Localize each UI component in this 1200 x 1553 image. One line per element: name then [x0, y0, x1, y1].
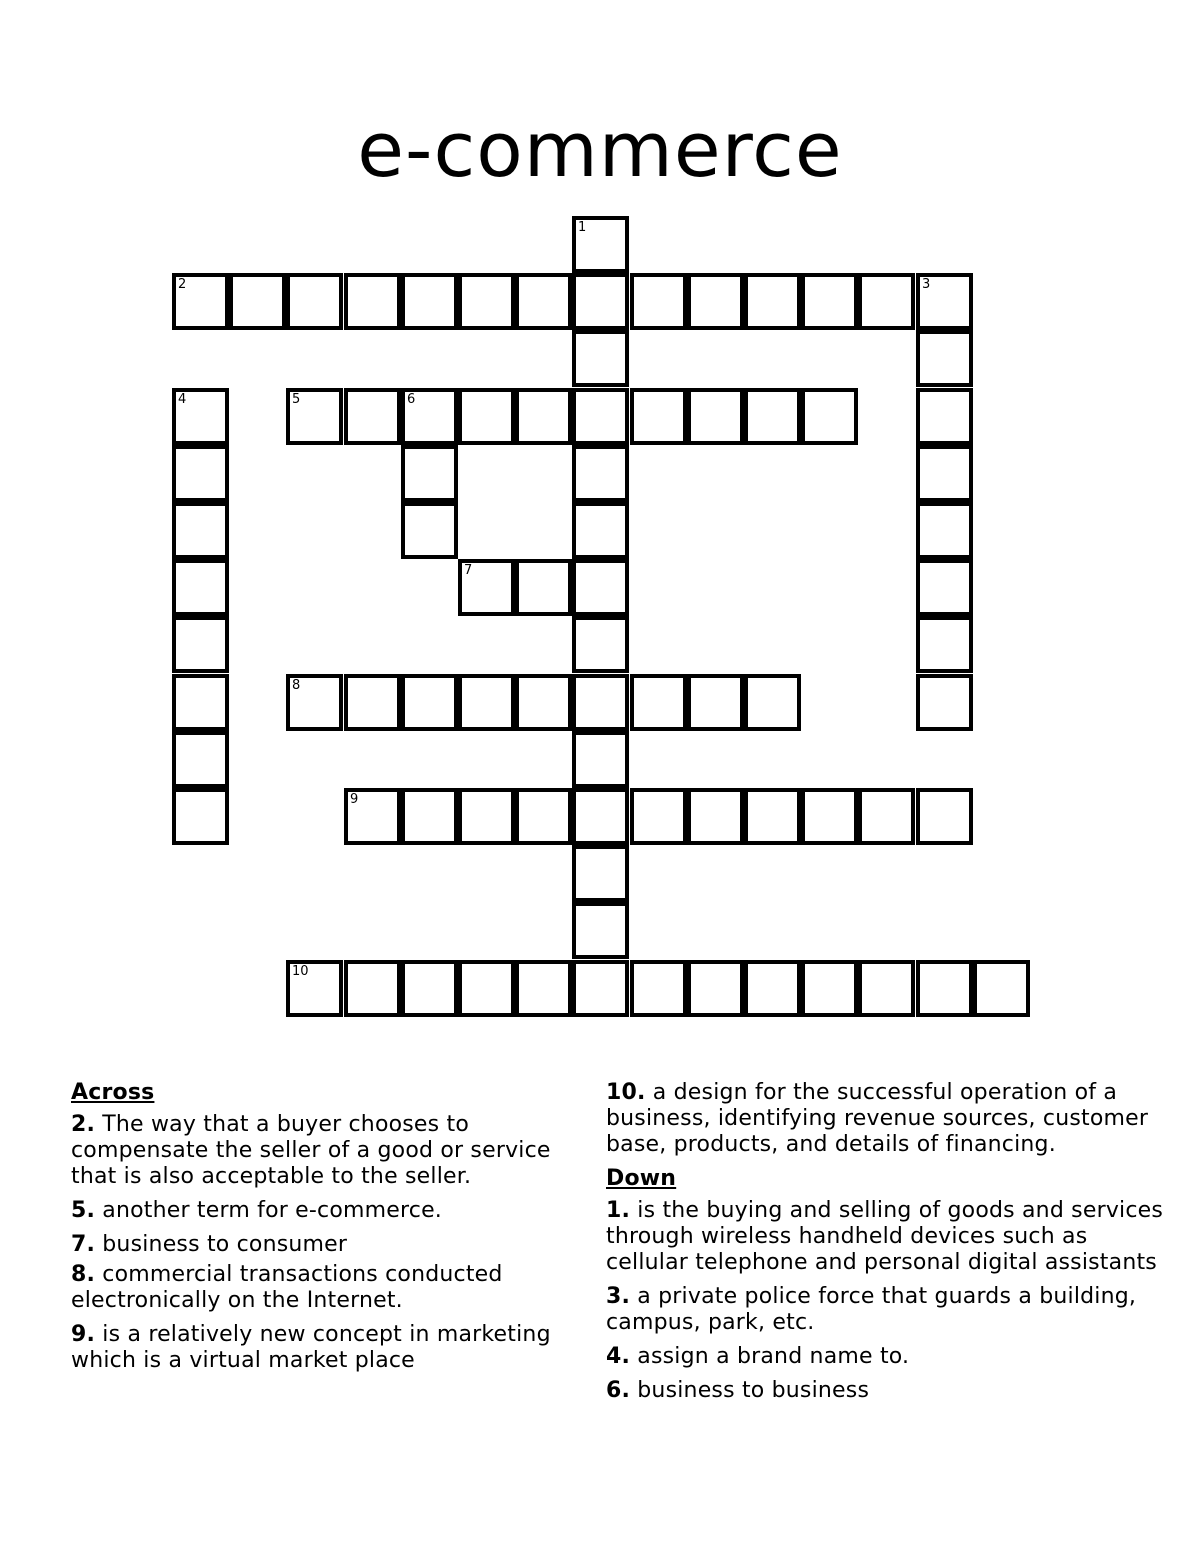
grid-cell[interactable]: [401, 445, 458, 502]
grid-cell[interactable]: [572, 902, 629, 959]
clue-text: business to consumer: [95, 1232, 348, 1257]
grid-cell[interactable]: [916, 388, 973, 445]
grid-cell[interactable]: [286, 674, 343, 731]
cell-number: 10: [292, 964, 309, 979]
across-heading: Across: [71, 1080, 155, 1105]
grid-cell[interactable]: [916, 788, 973, 845]
grid-cell[interactable]: [572, 445, 629, 502]
grid-cell[interactable]: [172, 674, 229, 731]
grid-cell[interactable]: [572, 731, 629, 788]
cell-number: 3: [922, 277, 931, 292]
clue-number: 8.: [71, 1262, 96, 1287]
clue-text: a private police force that guards a building, campus, park, etc.: [606, 1284, 1137, 1335]
clue-number: 1.: [606, 1198, 631, 1223]
cell-number: 8: [292, 678, 301, 693]
grid-cell[interactable]: [344, 674, 401, 731]
down-section: [606, 1166, 1166, 1404]
grid-cell[interactable]: [858, 960, 915, 1017]
grid-cell[interactable]: [744, 273, 801, 330]
grid-cell[interactable]: [401, 674, 458, 731]
grid-cell[interactable]: [572, 559, 629, 616]
grid-cell[interactable]: [344, 273, 401, 330]
grid-cell[interactable]: [172, 616, 229, 673]
grid-cell[interactable]: [572, 216, 629, 273]
grid-cell[interactable]: [687, 273, 744, 330]
clue-across-2: [71, 1112, 591, 1190]
grid-cell[interactable]: [630, 273, 687, 330]
grid-cell[interactable]: [401, 273, 458, 330]
cell-number: 2: [178, 277, 187, 292]
clue-down-4: [606, 1344, 1166, 1370]
clue-down-6: [606, 1378, 1166, 1404]
grid-cell[interactable]: [172, 788, 229, 845]
grid-cell[interactable]: [687, 788, 744, 845]
grid-cell[interactable]: [515, 960, 572, 1017]
clue-across-7: [71, 1232, 591, 1258]
grid-cell[interactable]: [401, 502, 458, 559]
cell-number: 1: [578, 220, 587, 235]
page-title: e-commerce: [357, 105, 843, 194]
clue-text: another term for e-commerce.: [95, 1198, 442, 1223]
grid-cell[interactable]: [286, 388, 343, 445]
grid-cell[interactable]: [458, 674, 515, 731]
grid-cell[interactable]: [515, 559, 572, 616]
clue-down-1: [606, 1198, 1166, 1276]
grid-cell[interactable]: [172, 445, 229, 502]
grid-cell[interactable]: [344, 388, 401, 445]
grid-cell[interactable]: [630, 960, 687, 1017]
cell-number: 9: [350, 792, 359, 807]
grid-cell[interactable]: [687, 960, 744, 1017]
grid-cell[interactable]: [401, 388, 458, 445]
grid-cell[interactable]: [973, 960, 1030, 1017]
clue-number: 4.: [606, 1344, 631, 1369]
grid-cell[interactable]: [572, 845, 629, 902]
clue-across-5: [71, 1198, 591, 1224]
grid-cell[interactable]: [572, 502, 629, 559]
grid-cell[interactable]: [172, 388, 229, 445]
clue-text: assign a brand name to.: [630, 1344, 910, 1369]
clue-across-10: [606, 1080, 1166, 1158]
grid-cell[interactable]: [687, 674, 744, 731]
grid-cell[interactable]: [858, 273, 915, 330]
clue-number: 10.: [606, 1080, 646, 1105]
clue-number: 9.: [71, 1322, 96, 1347]
grid-cell[interactable]: [801, 960, 858, 1017]
grid-cell[interactable]: [916, 960, 973, 1017]
grid-cell[interactable]: [286, 960, 343, 1017]
grid-cell[interactable]: [458, 559, 515, 616]
grid-cell[interactable]: [801, 788, 858, 845]
grid-cell[interactable]: [572, 960, 629, 1017]
grid-cell[interactable]: [916, 502, 973, 559]
grid-cell[interactable]: [286, 273, 343, 330]
grid-cell[interactable]: [458, 273, 515, 330]
clue-number: 6.: [606, 1378, 631, 1403]
grid-cell[interactable]: [916, 674, 973, 731]
grid-cell[interactable]: [515, 674, 572, 731]
grid-cell[interactable]: [572, 388, 629, 445]
grid-cell[interactable]: [744, 960, 801, 1017]
grid-cell[interactable]: [572, 330, 629, 387]
grid-cell[interactable]: [858, 788, 915, 845]
grid-cell[interactable]: [172, 502, 229, 559]
grid-cell[interactable]: [515, 788, 572, 845]
clue-number: 7.: [71, 1232, 96, 1257]
clue-across-8: [71, 1262, 591, 1314]
clue-down-3: [606, 1284, 1166, 1336]
grid-cell[interactable]: [172, 559, 229, 616]
clue-text: business to business: [630, 1378, 870, 1403]
grid-cell[interactable]: [630, 388, 687, 445]
clue-text: The way that a buyer chooses to compensate the seller of a good or service that is also acceptable to the seller.: [71, 1112, 551, 1189]
grid-cell[interactable]: [401, 788, 458, 845]
clue-text: a design for the successful operation of a business, identifying revenue sources, customer base, products, and details of financing.: [606, 1080, 1149, 1157]
grid-cell[interactable]: [572, 616, 629, 673]
grid-cell[interactable]: [458, 388, 515, 445]
cell-number: 7: [464, 563, 473, 578]
clue-number: 2.: [71, 1112, 96, 1137]
grid-cell[interactable]: [801, 273, 858, 330]
grid-cell[interactable]: [630, 674, 687, 731]
grid-cell[interactable]: [630, 788, 687, 845]
grid-cell[interactable]: [744, 674, 801, 731]
grid-cell[interactable]: [229, 273, 286, 330]
grid-cell[interactable]: [458, 788, 515, 845]
clue-text: is a relatively new concept in marketing which is a virtual market place: [71, 1322, 551, 1373]
grid-cell[interactable]: [687, 388, 744, 445]
grid-cell[interactable]: [515, 273, 572, 330]
grid-cell[interactable]: [916, 330, 973, 387]
grid-cell[interactable]: [458, 960, 515, 1017]
across-section: [71, 1080, 591, 1374]
grid-cell[interactable]: [172, 731, 229, 788]
grid-cell[interactable]: [744, 388, 801, 445]
clue-number: 3.: [606, 1284, 631, 1309]
clue-number: 5.: [71, 1198, 96, 1223]
grid-cell[interactable]: [344, 788, 401, 845]
clue-across-9: [71, 1322, 591, 1374]
grid-cell[interactable]: [744, 788, 801, 845]
grid-cell[interactable]: [916, 559, 973, 616]
grid-cell[interactable]: [801, 388, 858, 445]
down-heading: Down: [606, 1166, 677, 1191]
grid-cell[interactable]: [572, 273, 629, 330]
cell-number: 6: [407, 392, 416, 407]
clues-column-left: [71, 1080, 591, 1382]
grid-cell[interactable]: [572, 674, 629, 731]
clue-text: is the buying and selling of goods and services through wireless handheld devices such as cellular telephone and personal digital assistants: [606, 1198, 1164, 1275]
grid-cell[interactable]: [401, 960, 458, 1017]
clues-column-right: [606, 1080, 1166, 1412]
grid-cell[interactable]: [172, 273, 229, 330]
grid-cell[interactable]: [916, 273, 973, 330]
cell-number: 4: [178, 392, 187, 407]
clue-text: commercial transactions conducted electronically on the Internet.: [71, 1262, 503, 1313]
grid-cell[interactable]: [572, 788, 629, 845]
grid-cell[interactable]: [916, 445, 973, 502]
grid-cell[interactable]: [916, 616, 973, 673]
grid-cell[interactable]: [515, 388, 572, 445]
grid-cell[interactable]: [344, 960, 401, 1017]
cell-number: 5: [292, 392, 301, 407]
